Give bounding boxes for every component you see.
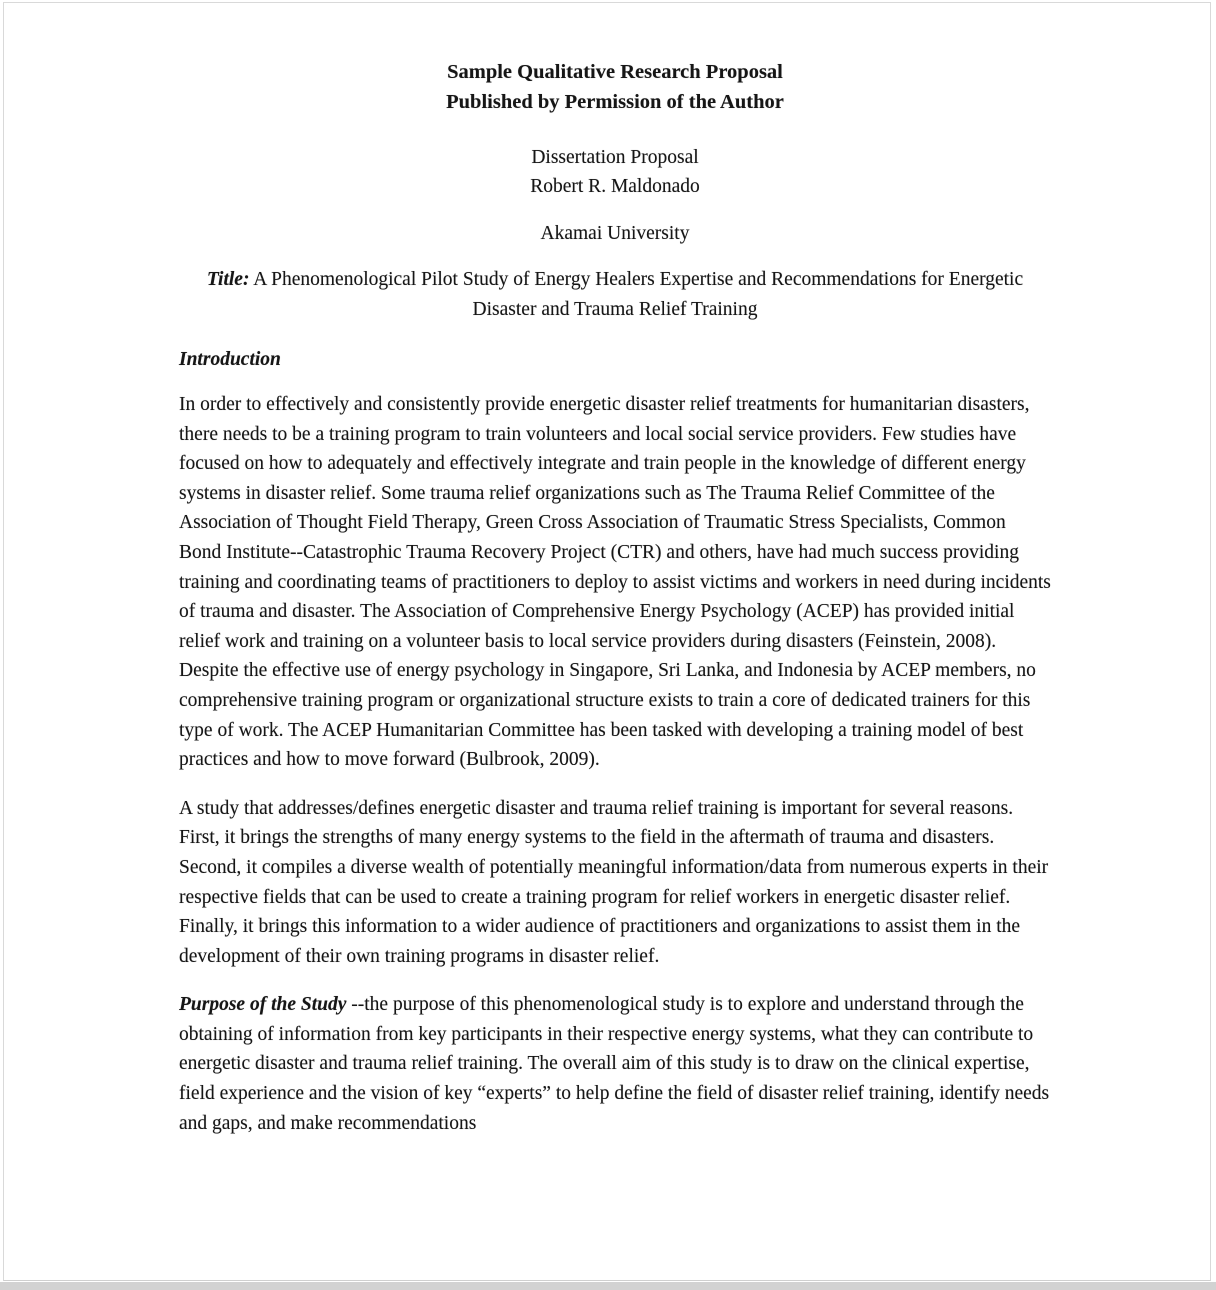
author-name: Robert R. Maldonado — [530, 176, 700, 197]
document-content — [179, 57, 1051, 1138]
introduction-paragraph-1: In order to effectively and consistently provide energetic disaster relief treatments for humanitarian disasters, there needs to be a training program to train volunteers and local social service providers. Few studies have focused on how to adequately and effectively integrate and train people in the knowledge of different energy systems in disaster relief. Some trauma relief organizations such as The Trauma Relief Committee of the Association of Thought Field Therapy, Green Cross Association of Traumatic Stress Specialists, Common Bond Institute--Catastrophic Trauma Recovery Project (CTR) and others, have had much success providing training and coordinating teams of practitioners to deploy to assist victims and workers in need during incidents of trauma and disaster. The Association of Comprehensive Energy Psychology (ACEP) has provided initial relief work and training on a volunteer basis to local service providers during disasters (Feinstein, 2008). Despite the effective use of energy psychology in Singapore, Sri Lanka, and Indonesia by ACEP members, no comprehensive training program or organizational structure exists to train a core of dedicated trainers for this type of work. The ACEP Humanitarian Committee has been tasked with developing a training model of best practices and how to move forward (Bulbrook, 2009). — [179, 394, 1051, 771]
header-title-line2: Published by Permission of the Author — [446, 91, 784, 113]
title-label: Title: — [206, 269, 250, 290]
document-page — [3, 2, 1211, 1281]
document-subheader — [179, 143, 1051, 201]
affiliation: Akamai University — [540, 223, 690, 244]
doc-type: Dissertation Proposal — [531, 147, 699, 168]
purpose-paragraph — [179, 990, 1051, 1138]
introduction-paragraph-2: A study that addresses/defines energetic disaster and trauma relief training is important for several reasons. First, it brings the strengths of many energy systems to the field in the aftermath of trauma and disasters. Second, it compiles a diverse wealth of potentially meaningful information/data from numerous experts in their respective fields that can be used to create a training program for relief workers in energetic disaster relief. Finally, it brings this information to a wider audience of practitioners and organizations to assist them in the development of their own training programs in disaster relief. — [179, 797, 1049, 967]
title-text: A Phenomenological Pilot Study of Energy Healers Expertise and Recommendations for Energetic Disaster and Trauma Relief Training — [249, 269, 1024, 320]
title-block — [179, 265, 1051, 324]
purpose-label: Purpose of the Study — [179, 994, 347, 1016]
introduction-heading: Introduction — [179, 349, 281, 370]
page-bottom-edge — [0, 1282, 1216, 1290]
header-title-line1: Sample Qualitative Research Proposal — [447, 61, 783, 83]
purpose-text: --the purpose of this phenomenological study is to explore and understand through the obtaining of information from key participants in their respective energy systems, what they can contribute to energetic disaster and trauma relief training. The overall aim of this study is to draw on the clinical expertise, field experience and the vision of key “experts” to help define the field of disaster relief training, identify needs and gaps, and make recommendations — [179, 994, 1050, 1134]
document-header — [179, 57, 1051, 117]
